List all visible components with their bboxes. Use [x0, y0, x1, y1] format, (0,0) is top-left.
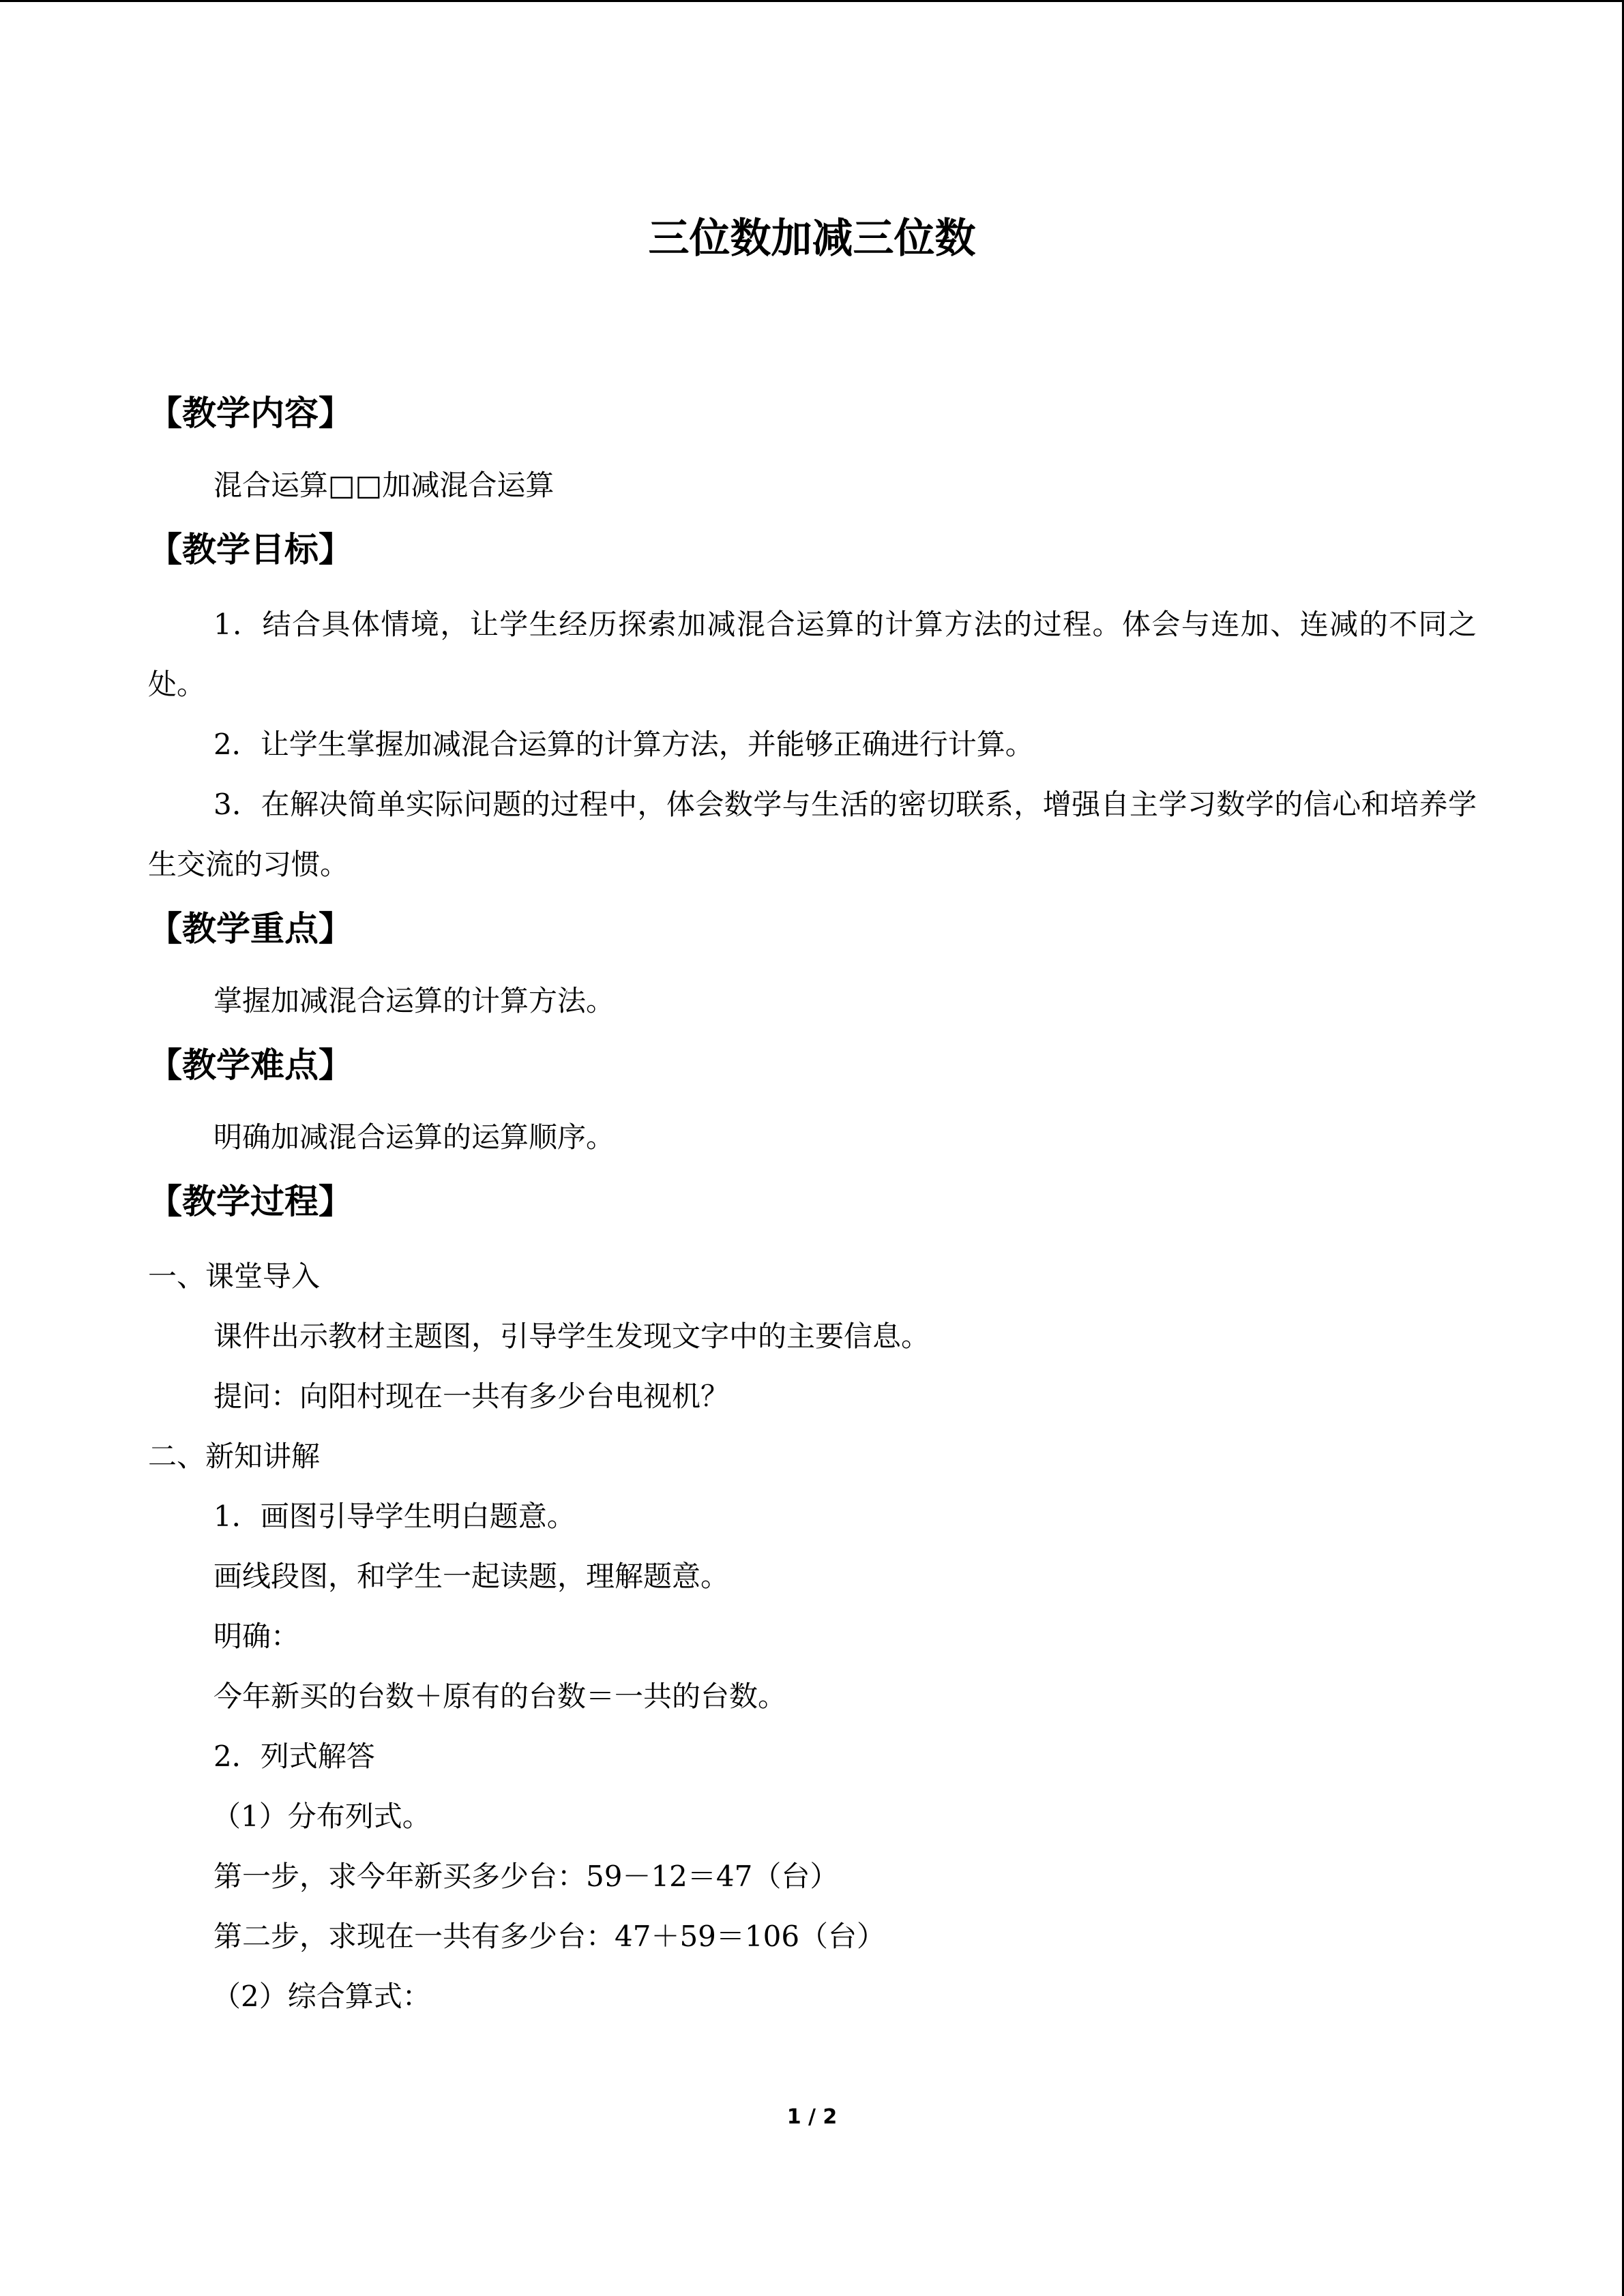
process-part2-line: 2．列式解答 — [213, 1740, 375, 1773]
process-part2-line: 第二步，求现在一共有多少台：47＋59＝106（台） — [213, 1920, 886, 1953]
process-part2-line: （1）分布列式。 — [212, 1800, 431, 1833]
page-top-border — [0, 0, 1624, 2]
process-part2-line: 1．画图引导学生明白题意。 — [213, 1500, 576, 1533]
key-point-text: 掌握加减混合运算的计算方法。 — [213, 984, 615, 1017]
goal-item-2: 2．让学生掌握加减混合运算的计算方法，并能够正确进行计算。 — [213, 728, 1034, 761]
page-title: 三位数加减三位数 — [648, 215, 976, 263]
heading-difficulty: 【教学难点】 — [148, 1045, 353, 1085]
heading-teaching-process: 【教学过程】 — [148, 1182, 353, 1221]
process-part2-title: 二、新知讲解 — [148, 1440, 321, 1473]
heading-key-point: 【教学重点】 — [148, 909, 353, 949]
process-part2-line: 明确： — [213, 1620, 300, 1653]
process-part2-line: 今年新买的台数＋原有的台数＝一共的台数。 — [213, 1680, 787, 1713]
goal-item-3: 3．在解决简单实际问题的过程中，体会数学与生活的密切联系，增强自主学习数学的信心和培养学生交流的习惯。 — [148, 788, 1477, 881]
process-part1-title: 一、课堂导入 — [148, 1259, 321, 1293]
document-body — [148, 379, 1477, 2027]
process-part2-line: （2）综合算式： — [212, 1980, 431, 2013]
process-part1-line: 提问：向阳村现在一共有多少台电视机？ — [213, 1380, 730, 1413]
page-number: 1 / 2 — [786, 2105, 838, 2129]
goal-item-1: 1．结合具体情境，让学生经历探索加减混合运算的计算方法的过程。体会与连加、连减的不同之处。 — [148, 608, 1477, 701]
difficulty-text: 明确加减混合运算的运算顺序。 — [213, 1120, 615, 1154]
heading-teaching-goals: 【教学目标】 — [148, 530, 353, 569]
heading-teaching-content: 【教学内容】 — [148, 393, 353, 433]
teaching-content-text: 混合运算□□加减混合运算 — [213, 468, 555, 502]
process-part1-line: 课件出示教材主题图，引导学生发现文字中的主要信息。 — [213, 1320, 930, 1353]
process-part2-line: 第一步，求今年新买多少台：59－12＝47（台） — [213, 1860, 839, 1893]
process-part2-line: 画线段图，和学生一起读题，理解题意。 — [213, 1560, 730, 1593]
